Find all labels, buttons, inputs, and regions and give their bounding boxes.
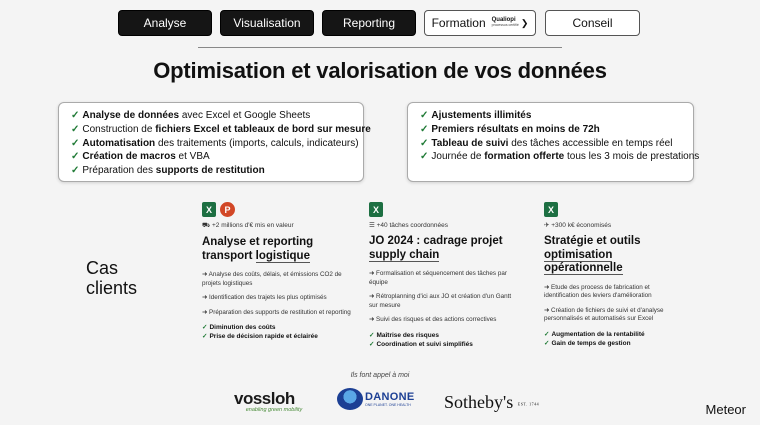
nav-formation-label: Formation — [431, 16, 486, 30]
service-item: ✓ Analyse de données avec Excel et Google Sheets — [71, 110, 311, 121]
case-metric: ⛟ +2 millions d'€ mis en valeur — [202, 222, 294, 229]
danone-emblem-icon — [337, 388, 363, 410]
case-study-1 — [202, 202, 352, 341]
check-icon: ✓ — [71, 137, 80, 149]
qualiopi-badge — [492, 18, 529, 29]
services-list — [71, 109, 371, 178]
benefit-item: ✓ Tableau de suivi des tâches accessible en temps réel — [420, 137, 673, 149]
check-icon: ✓ — [420, 123, 429, 135]
case-point: ➜ Etude des process de fabrication et identification des leviers d'amélioration — [544, 283, 652, 299]
excel-icon: X — [202, 202, 216, 217]
danone-logo: DANONE ONE PLANET. ONE HEALTH — [337, 388, 421, 410]
cas-clients-line-1: Cas — [86, 258, 119, 278]
case-point: ➜ Création de fichiers de suivi et d'analyse personnalisés et automatisés sur Excel — [544, 306, 664, 322]
case-result: ✓ Prise de décision rapide et éclairée — [202, 333, 318, 340]
case-title: Analyse et reporting transport logistique — [202, 236, 314, 262]
benefits-list — [420, 109, 700, 164]
page-title: Optimisation et valorisation de vos données — [153, 58, 607, 83]
nav-analyse-button[interactable]: Analyse — [118, 10, 212, 36]
case-study-2 — [369, 202, 519, 349]
case-result: ✓ Diminution des coûts — [202, 324, 276, 331]
check-icon: ✓ — [71, 151, 80, 163]
case-result: ✓ Gain de temps de gestion — [544, 339, 631, 347]
case-point: ➜ Identification des trajets les plus optimisés — [202, 294, 327, 301]
excel-icon: X — [369, 202, 383, 217]
case-point: ➜ Suivi des risques et des actions correctives — [369, 316, 497, 323]
case-metric: ☰ +40 tâches coordonnées — [369, 222, 449, 229]
case-result: ✓ Augmentation de la rentabilité — [544, 330, 645, 338]
excel-icon: X — [544, 202, 558, 217]
check-icon: ✓ — [420, 151, 429, 163]
benefits-card — [407, 102, 700, 182]
benefit-item: ✓ Premiers résultats en moins de 72h — [420, 123, 600, 135]
case-point: ➜ Formalisation et séquencement des tâches par équipe — [369, 270, 507, 286]
brand-logo: Meteor — [705, 402, 746, 417]
check-icon: ✓ — [420, 137, 429, 149]
nav-conseil-button[interactable]: Conseil — [545, 10, 640, 36]
service-item: ✓ Automatisation des traitements (imports, calculs, indicateurs) — [71, 137, 359, 149]
sothebys-logo: Sotheby's EST. 1744 — [444, 392, 540, 412]
case-result: ✓ Maîtrise des risques — [369, 331, 439, 339]
divider — [198, 47, 562, 48]
trust-line: Ils font appel à moi — [350, 372, 410, 379]
check-icon: ✓ — [71, 110, 80, 121]
nav-reporting-button[interactable]: Reporting — [322, 10, 416, 36]
top-navigation — [0, 10, 760, 36]
check-icon: ✓ — [420, 110, 429, 121]
case-title: Stratégie et outils optimisation opérationnelle — [544, 235, 641, 274]
case-metric: ✈ +300 k€ économisés — [544, 222, 612, 229]
service-item: ✓ Construction de fichiers Excel et tableaux de bord sur mesure — [71, 123, 371, 135]
case-result: ✓ Coordination et suivi simplifiés — [369, 340, 473, 348]
service-item: ✓ Création de macros et VBA — [71, 151, 210, 163]
powerpoint-icon: P — [220, 202, 235, 217]
check-icon: ✓ — [71, 123, 80, 135]
benefit-item: ✓ Ajustements illimités — [420, 110, 532, 121]
cas-clients-line-2: clients — [86, 278, 138, 298]
qualiopi-name: Qualiopi — [491, 17, 516, 23]
vossloh-logo: vossloh enabling green mobility — [234, 389, 303, 413]
nav-formation-button[interactable] — [424, 10, 536, 36]
case-study-3 — [544, 202, 684, 348]
case-point: ➜ Analyse des coûts, délais, et émissions CO2 de projets logistiques — [202, 271, 342, 287]
case-point: ➜ Rétroplanning d'ici aux JO et création d'un Gantt sur mesure — [369, 293, 512, 309]
check-icon: ✓ — [71, 165, 80, 177]
qualiopi-sub: processus certifié — [491, 23, 519, 27]
qualiopi-arrow-icon: ❯ — [520, 17, 529, 28]
service-item: ✓ Préparation des supports de restitution — [71, 165, 265, 177]
case-title: JO 2024 : cadrage projet supply chain — [369, 235, 503, 261]
nav-visualisation-button[interactable]: Visualisation — [220, 10, 314, 36]
benefit-item: ✓ Journée de formation offerte tous les 3 mois de prestations — [420, 151, 700, 163]
services-card — [58, 102, 371, 182]
cas-clients-heading — [86, 258, 137, 298]
case-point: ➜ Préparation des supports de restitution et reporting — [202, 308, 351, 316]
